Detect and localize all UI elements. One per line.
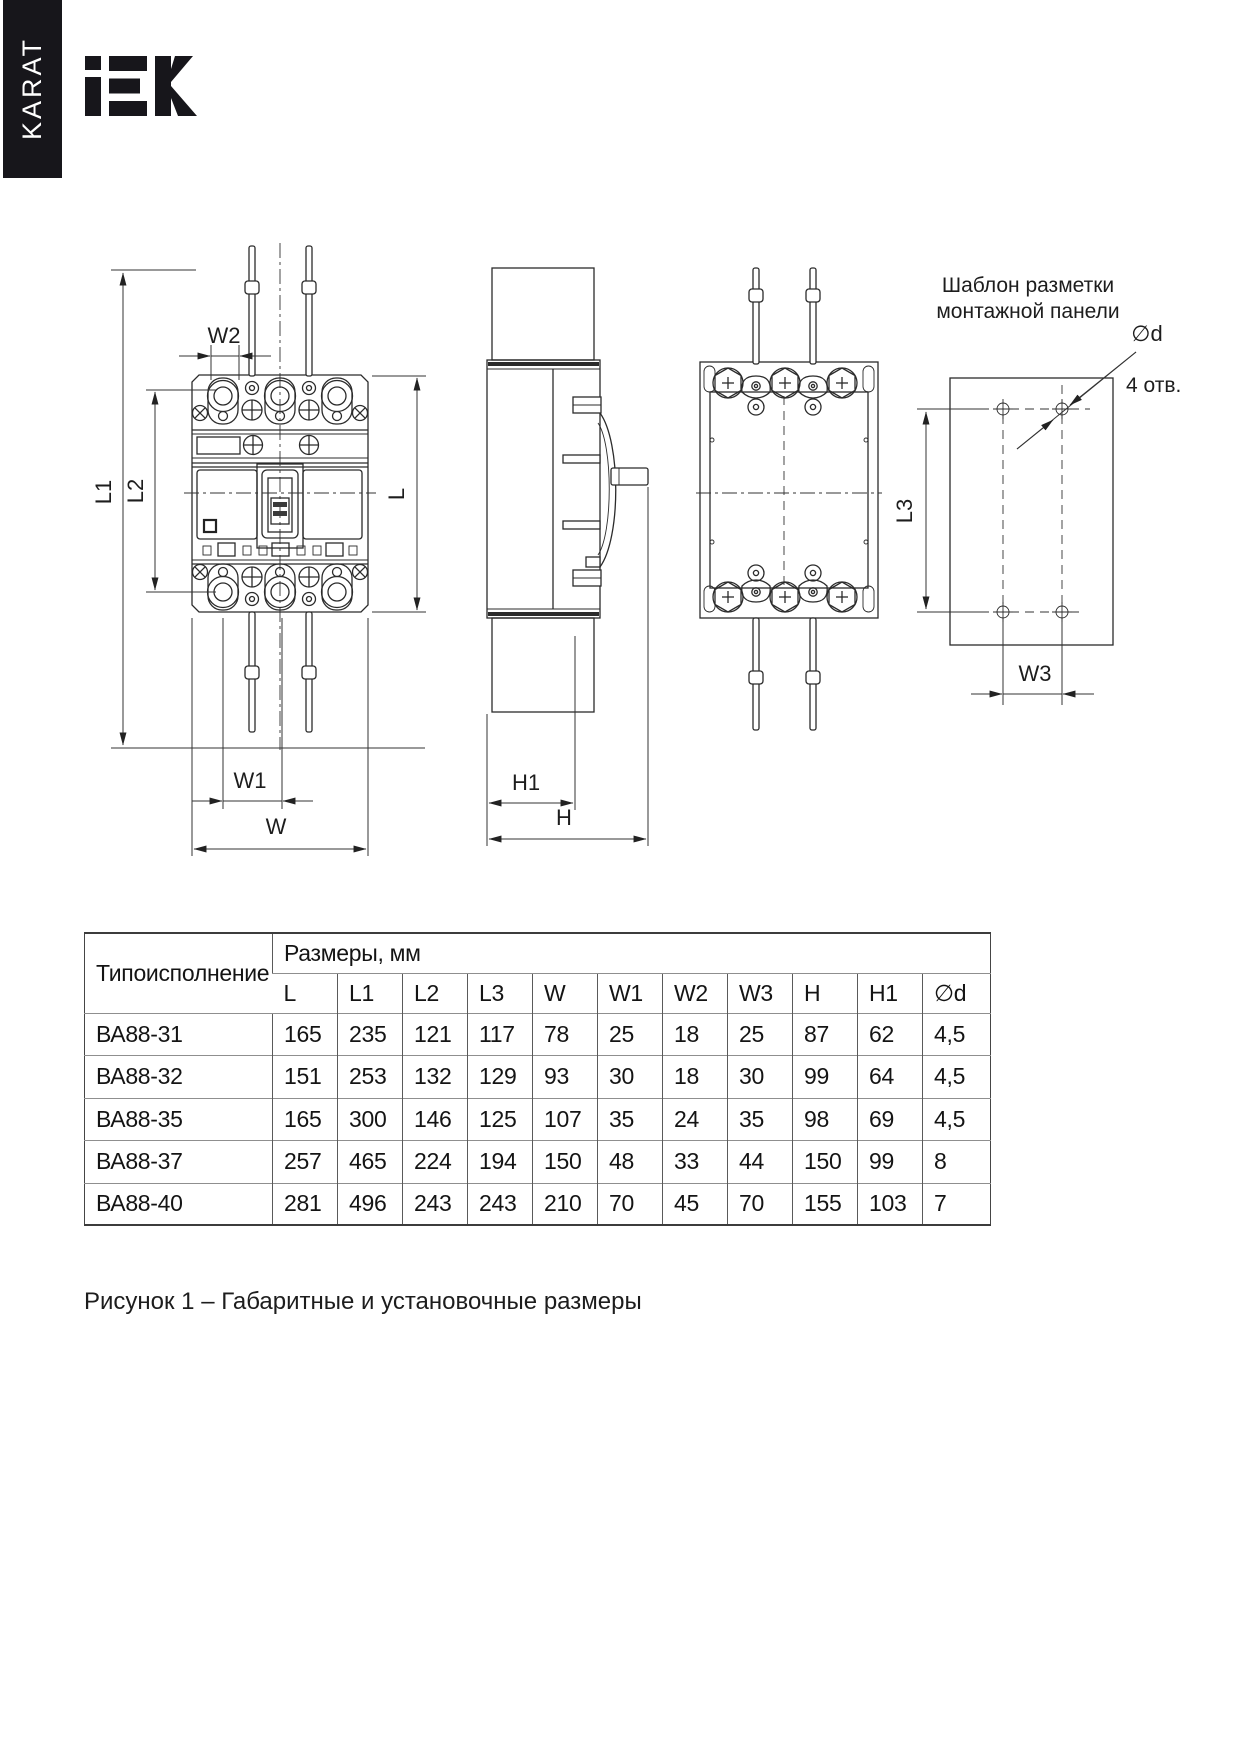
dim-label-w3: W3 — [1018, 661, 1052, 686]
dim-label-h: H — [556, 805, 572, 830]
value-cell: 132 — [403, 1055, 468, 1098]
series-tab-label: KARAT — [17, 37, 47, 141]
type-cell: ВА88-37 — [85, 1140, 273, 1183]
column-header: L — [273, 973, 338, 1013]
rear-view — [696, 268, 882, 730]
value-cell: 150 — [533, 1140, 598, 1183]
value-cell: 35 — [598, 1098, 663, 1140]
table-header-row-1 — [85, 933, 991, 973]
value-cell: 496 — [338, 1183, 403, 1225]
value-cell: 117 — [468, 1013, 533, 1055]
column-header: W3 — [728, 973, 793, 1013]
dim-label-w2: W2 — [207, 323, 241, 348]
value-cell: 125 — [468, 1098, 533, 1140]
value-cell: 18 — [663, 1055, 728, 1098]
value-cell: 165 — [273, 1013, 338, 1055]
type-cell: ВА88-31 — [85, 1013, 273, 1055]
value-cell: 8 — [923, 1140, 991, 1183]
value-cell: 7 — [923, 1183, 991, 1225]
value-cell: 150 — [793, 1140, 858, 1183]
side-view — [487, 268, 648, 846]
type-cell: ВА88-35 — [85, 1098, 273, 1140]
dim-label-l: L — [384, 487, 409, 501]
column-header: L1 — [338, 973, 403, 1013]
value-cell: 151 — [273, 1055, 338, 1098]
value-cell: 165 — [273, 1098, 338, 1140]
value-cell: 30 — [598, 1055, 663, 1098]
column-header: L2 — [403, 973, 468, 1013]
value-cell: 45 — [663, 1183, 728, 1225]
mounting-template — [892, 274, 1181, 705]
value-cell: 465 — [338, 1140, 403, 1183]
dim-label-h1: H1 — [511, 770, 541, 795]
value-cell: 69 — [858, 1098, 923, 1140]
value-cell: 62 — [858, 1013, 923, 1055]
value-cell: 103 — [858, 1183, 923, 1225]
hole-diameter-label: ∅d — [1131, 321, 1163, 346]
value-cell: 235 — [338, 1013, 403, 1055]
value-cell: 4,5 — [923, 1055, 991, 1098]
value-cell: 78 — [533, 1013, 598, 1055]
value-cell: 107 — [533, 1098, 598, 1140]
value-cell: 4,5 — [923, 1098, 991, 1140]
column-header: W2 — [663, 973, 728, 1013]
value-cell: 98 — [793, 1098, 858, 1140]
table-row — [85, 1140, 991, 1183]
template-title-line1: Шаблон разметки — [941, 274, 1115, 297]
value-cell: 48 — [598, 1140, 663, 1183]
value-cell: 33 — [663, 1140, 728, 1183]
value-cell: 44 — [728, 1140, 793, 1183]
value-cell: 93 — [533, 1055, 598, 1098]
dim-label-w1: W1 — [233, 768, 267, 793]
column-header: W1 — [598, 973, 663, 1013]
value-cell: 4,5 — [923, 1013, 991, 1055]
value-cell: 70 — [598, 1183, 663, 1225]
value-cell: 70 — [728, 1183, 793, 1225]
value-cell: 99 — [858, 1140, 923, 1183]
holes-count-label: 4 отв. — [1126, 374, 1182, 397]
iek-logo-icon — [85, 56, 197, 116]
value-cell: 99 — [793, 1055, 858, 1098]
template-title-line2: монтажной панели — [936, 300, 1120, 323]
value-cell: 194 — [468, 1140, 533, 1183]
table-row — [85, 1098, 991, 1140]
front-view-dimensions — [91, 270, 426, 856]
column-header: H — [793, 973, 858, 1013]
value-cell: 155 — [793, 1183, 858, 1225]
value-cell: 35 — [728, 1098, 793, 1140]
dimension-drawings — [0, 230, 1245, 930]
value-cell: 64 — [858, 1055, 923, 1098]
value-cell: 243 — [403, 1183, 468, 1225]
value-cell: 210 — [533, 1183, 598, 1225]
type-cell: ВА88-32 — [85, 1055, 273, 1098]
dim-label-w: W — [265, 814, 287, 839]
value-cell: 121 — [403, 1013, 468, 1055]
value-cell: 243 — [468, 1183, 533, 1225]
column-header: ∅d — [923, 973, 991, 1013]
front-view — [184, 243, 376, 750]
series-tab — [3, 0, 62, 178]
column-header: H1 — [858, 973, 923, 1013]
value-cell: 224 — [403, 1140, 468, 1183]
column-header: W — [533, 973, 598, 1013]
figure-caption: Рисунок 1 – Габаритные и установочные размеры — [84, 1288, 642, 1315]
value-cell: 30 — [728, 1055, 793, 1098]
value-cell: 300 — [338, 1098, 403, 1140]
table-row — [85, 1013, 991, 1055]
value-cell: 129 — [468, 1055, 533, 1098]
value-cell: 18 — [663, 1013, 728, 1055]
table-row — [85, 1183, 991, 1225]
dim-label-l3: L3 — [892, 498, 917, 524]
type-cell: ВА88-40 — [85, 1183, 273, 1225]
type-column-header: Типоисполнение — [96, 959, 270, 986]
value-cell: 253 — [338, 1055, 403, 1098]
value-cell: 257 — [273, 1140, 338, 1183]
value-cell: 25 — [598, 1013, 663, 1055]
group-header: Размеры, мм — [273, 933, 991, 973]
value-cell: 87 — [793, 1013, 858, 1055]
dim-label-l2: L2 — [123, 478, 148, 504]
column-header: L3 — [468, 973, 533, 1013]
table-row — [85, 1055, 991, 1098]
value-cell: 25 — [728, 1013, 793, 1055]
value-cell: 24 — [663, 1098, 728, 1140]
dimensions-table — [84, 932, 991, 1226]
value-cell: 146 — [403, 1098, 468, 1140]
value-cell: 281 — [273, 1183, 338, 1225]
dim-label-l1: L1 — [91, 479, 116, 505]
